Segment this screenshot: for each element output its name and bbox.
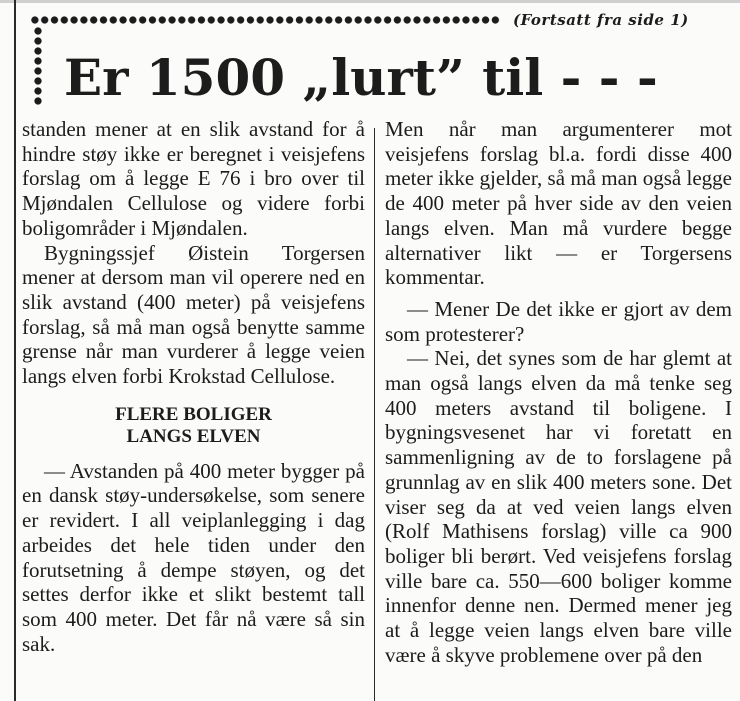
diamond-ornament-row	[30, 13, 500, 27]
paragraph: standen mener at en slik avstand for å hindre støy ikke er beregnet i veisjefens forslag om å legge E 76 i bro over til Mjøndalen Cellulose og videre forbi boligområder i Mjøndalen.	[22, 117, 365, 240]
article-right-column	[385, 117, 732, 667]
subheading	[22, 404, 365, 448]
continued-from-note: (Fortsatt fra side 1)	[513, 11, 689, 29]
paragraph: — Nei, det synes som de har glemt at man også langs elven da må tenke seg 400 meters avstand til boligene. I bygningsvesenet har vi foretatt en sammenligning av de to forslagene på grunnlag av en slik 400 meters sone. Det viser seg da at ved veien langs elven (Rolf Mathisens forslag) ville ca 900 boliger bli berørt. Ved veisjefens forslag ville bare ca. 550—600 boliger komme innenfor denne nen. Dermed mener jeg at å legge veien langs elven bare ville være å skyve problemene over på den	[385, 346, 732, 667]
paragraph: Men når man argumenterer mot veisjefens forslag bl.a. fordi disse 400 meter ikke gjelder, så må man også legge de 400 meter på hver side av den veien langs elven. Man må vurdere begge alternativer likt — er Torgersens kommentar.	[385, 117, 732, 290]
column-divider	[374, 128, 375, 701]
headline: Er 1500 „lurt” til - - -	[64, 48, 658, 107]
left-border-rule	[14, 0, 16, 701]
paragraph: — Mener De det ikke er gjort av dem som protesterer?	[385, 296, 732, 346]
subheading-line: FLERE BOLIGER	[115, 403, 272, 425]
paragraph: Bygningssjef Øistein Torgersen mener at dersom man vil operere ned en slik avstand (400 meter) på veisjefens forslag, så må man også benytte samme grense når man vurderer å legge veien langs elven forbi Krokstad Cellulose.	[22, 240, 365, 389]
article-left-column	[22, 117, 365, 656]
diamond-ornament-column	[32, 26, 44, 106]
paragraph: — Avstanden på 400 meter bygger på en dansk støy-undersøkelse, som senere er revidert. I all veiplanlegging i dag arbeides det hele tiden under den forutsetning å dempe støyen, og det settes derfor ikke et slikt bestemt tall som 400 meter. Det får nå være så sin sak.	[22, 458, 365, 656]
subheading-line: LANGS ELVEN	[126, 425, 261, 447]
top-border-rule	[0, 0, 740, 3]
